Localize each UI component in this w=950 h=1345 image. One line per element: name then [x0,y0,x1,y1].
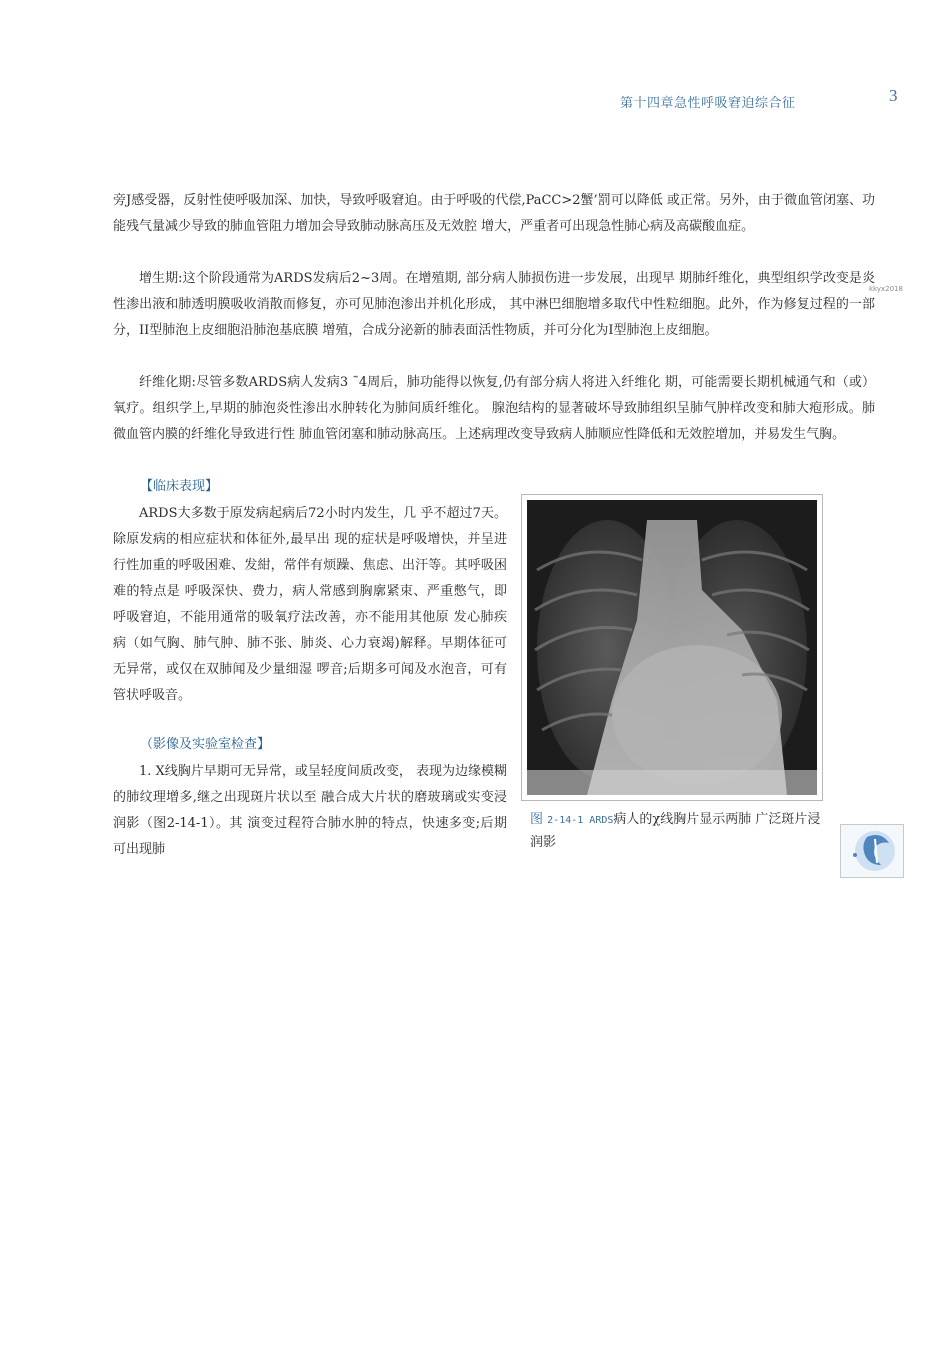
paragraph-fibrotic-phase: 纤维化期:尽管多数ARDS病人发病3 ˜4周后，肺功能得以恢复,仍有部分病人将进入纤维化 期，可能需要长期机械通气和（或）氧疗。组织学上,早期的肺泡炎性渗出水肿转化为肺间质纤维化。 腺泡结构的显著破坏导致肺组织呈肺气肿样改变和肺大疱形成。肺微血管内膜的纤维化导致进行性 肺血管闭塞和肺动脉高压。上述病理改变导致病人肺顺应性降低和无效腔增加，并易发生气胸。 [113,375,875,442]
watermark-text: kkyx2018 [869,285,903,293]
caption-text: 病人的χ线胸片显示两肺 广泛斑片浸润影 [530,812,821,850]
paragraph-ventilation: 旁J感受器，反射性使呼吸加深、加快，导致呼吸窘迫。由于呼吸的代偿,PaCC>2蟹’罰可以降低 或正常。另外，由于微血管闭塞、功能残气量减少导致的肺血管阻力增加会导致肺动脉高压及无效腔 增大，严重者可出现急性肺心病及高碳酸血症。 [113,193,875,234]
publisher-logo [840,824,904,878]
paragraph-clinical: ARDS大多数于原发病起病后72小时内发生，几 乎不超过7天。除原发病的相应症状和体征外,最早出 现的症状是呼吸增快，并呈进行性加重的呼吸困难、发紺，常伴有烦躁、焦虑、出汗等。其呼吸困难的特点是 呼吸深快、费力，病人常感到胸廓紧束、严重憋气，即呼吸窘迫，不能用通常的吸氧疗法改善，亦不能用其他原 发心肺疾病（如气胸、肺气肿、肺不张、肺炎、心力衰竭)解释。早期体征可无异常，或仅在双肺闻及少量细湿 啰音;后期多可闻及水泡音，可有管状呼吸音。 [113,506,507,703]
running-header-title: 第十四章急性呼吸窘迫综合征 [620,96,796,111]
logo-icon [841,825,903,877]
heading-imaging-lab: （影像及实验室检查】 [140,737,271,752]
figure-caption [530,809,830,854]
caption-prefix: 图 [530,812,544,827]
caption-figure-number: 2-14-1 ARDS [547,815,614,826]
paragraph-proliferative-phase: 增生期:这个阶段通常为ARDS发病后2~3周。在增殖期, 部分病人肺损伤进一步发展，出现早 期肺纤维化，典型组织学改变是炎性渗出液和肺透明膜吸收消散而修复，亦可见肺泡渗出并机化形成， 其中淋巴细胞增多取代中性粒细胞。此外，作为修复过程的一部分，II型肺泡上皮细胞沿肺泡基底膜 增殖，合成分泌新的肺表面活性物质，并可分化为I型肺泡上皮细胞。 [113,271,875,338]
page-number: 3 [889,86,898,105]
heading-clinical-manifestations: 【临床表现】 [140,479,219,494]
chest-xray-image [527,500,817,795]
paragraph-xray: 1. X线胸片早期可无异常，或呈轻度间质改变， 表现为边缘模糊的肺纹理增多,继之出现斑片状以至 融合成大片状的磨玻璃或实变浸润影（图2-14-1）。其 演变过程符合肺水肿的特点，快速多变;后期可出现肺 [113,764,507,857]
chest-xray-figure [521,494,823,801]
